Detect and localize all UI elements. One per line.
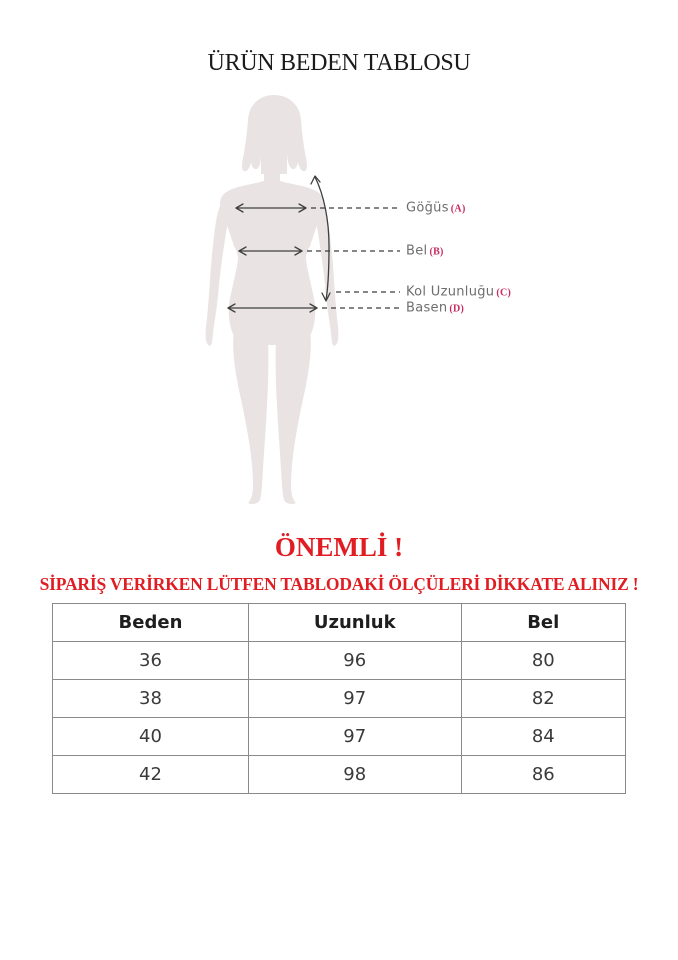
page-title: ÜRÜN BEDEN TABLOSU [207, 50, 471, 76]
table-row [53, 718, 626, 756]
measure-name: Basen [406, 300, 448, 316]
measure-code: (A) [450, 203, 466, 215]
measure-name: Kol Uzunluğu [406, 284, 495, 300]
table-header-row [53, 604, 626, 642]
size-table-header [53, 604, 626, 642]
cell-uzunluk: 97 [248, 718, 461, 756]
column-header-uzunluk: Uzunluk [248, 604, 461, 642]
important-heading: ÖNEMLİ ! [274, 532, 404, 562]
table-row [53, 642, 626, 680]
cell-uzunluk: 98 [248, 756, 461, 794]
measure-name: Bel [406, 243, 428, 259]
measure-label-kol-uzunlugu [406, 285, 511, 300]
column-header-bel: Bel [461, 604, 625, 642]
measure-label-basen [406, 301, 464, 316]
measure-label-gogus [406, 201, 466, 216]
cell-uzunluk: 96 [248, 642, 461, 680]
cell-bel: 80 [461, 642, 625, 680]
table-row [53, 756, 626, 794]
size-table-body [53, 642, 626, 794]
cell-beden: 42 [53, 756, 249, 794]
measure-label-bel [406, 244, 444, 259]
measure-code: (D) [449, 303, 465, 315]
cell-bel: 84 [461, 718, 625, 756]
measure-name: Göğüs [406, 200, 449, 216]
cell-beden: 40 [53, 718, 249, 756]
size-table [52, 603, 626, 794]
measure-code: (C) [496, 287, 512, 299]
column-header-beden: Beden [53, 604, 249, 642]
cell-beden: 38 [53, 680, 249, 718]
cell-uzunluk: 97 [248, 680, 461, 718]
cell-bel: 82 [461, 680, 625, 718]
cell-beden: 36 [53, 642, 249, 680]
cell-bel: 86 [461, 756, 625, 794]
body-silhouette-icon [206, 95, 339, 504]
measure-code: (B) [429, 246, 444, 258]
table-row [53, 680, 626, 718]
warning-text: SİPARİŞ VERİRKEN LÜTFEN TABLODAKİ ÖLÇÜLERİ DİKKATE ALINIZ ! [39, 574, 639, 594]
